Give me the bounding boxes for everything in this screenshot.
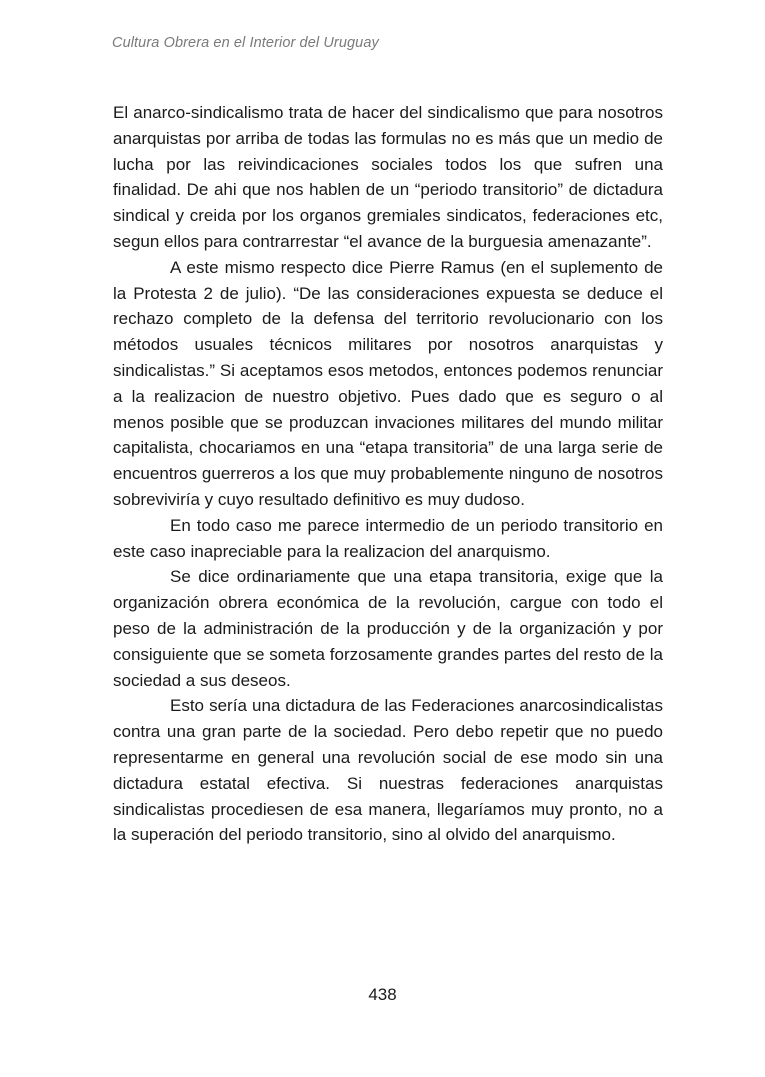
paragraph-1: El anarco-sindicalismo trata de hacer del sindicalismo que para nosotros anarquistas por arriba de todas las formulas no es más que un medio de lucha por las reivindicaciones sociales todos los que sufren una finalidad. De ahi que nos hablen de un “periodo transitorio” de dictadura sindical y creida por los organos gremiales sindicatos, federaciones etc, segun ellos para contrarrestar “el avance de la burguesia amenazante”. bbox=[113, 103, 663, 251]
body-text bbox=[113, 100, 663, 848]
paragraph-2: A este mismo respecto dice Pierre Ramus (en el suplemento de la Protesta 2 de julio). “De las consideraciones expuesta se deduce el rechazo completo de la defensa del territorio revolucionario con los métodos usuales técnicos militares por nosotros anarquistas y sindicalistas.” Si aceptamos esos metodos, entonces podemos renunciar a la realizacion de nuestro objetivo. Pues dado que es seguro o al menos posible que se produzcan invaciones militares del mundo militar capitalista, chocariamos en una “etapa transitoria” de una larga serie de encuentros guerreros a los que muy probablemente ninguno de nosotros sobreviviría y cuyo resultado definitivo es muy dudoso. bbox=[113, 257, 663, 509]
paragraph-3: En todo caso me parece intermedio de un periodo transitorio en este caso inapreciable para la realizacion del anarquismo. bbox=[113, 515, 663, 561]
page-number: 438 bbox=[368, 985, 397, 1004]
paragraph-4: Se dice ordinariamente que una etapa transitoria, exige que la organización obrera económica de la revolución, cargue con todo el peso de la administración de la producción y de la organización y por consiguiente que se someta forzosamente grandes partes del resto de la sociedad a sus deseos. bbox=[113, 567, 663, 690]
paragraph-5: Esto sería una dictadura de las Federaciones anarcosindicalistas contra una gran parte de la sociedad. Pero debo repetir que no puedo representarme en general una revolución social de ese modo sin una dictadura estatal efectiva. Si nuestras federaciones anarquistas sindicalistas procediesen de esa manera, llegaríamos muy pronto, no a la superación del periodo transitorio, sino al olvido del anarquismo. bbox=[113, 696, 663, 845]
running-header-title: Cultura Obrera en el Interior del Uruguay bbox=[112, 35, 379, 51]
